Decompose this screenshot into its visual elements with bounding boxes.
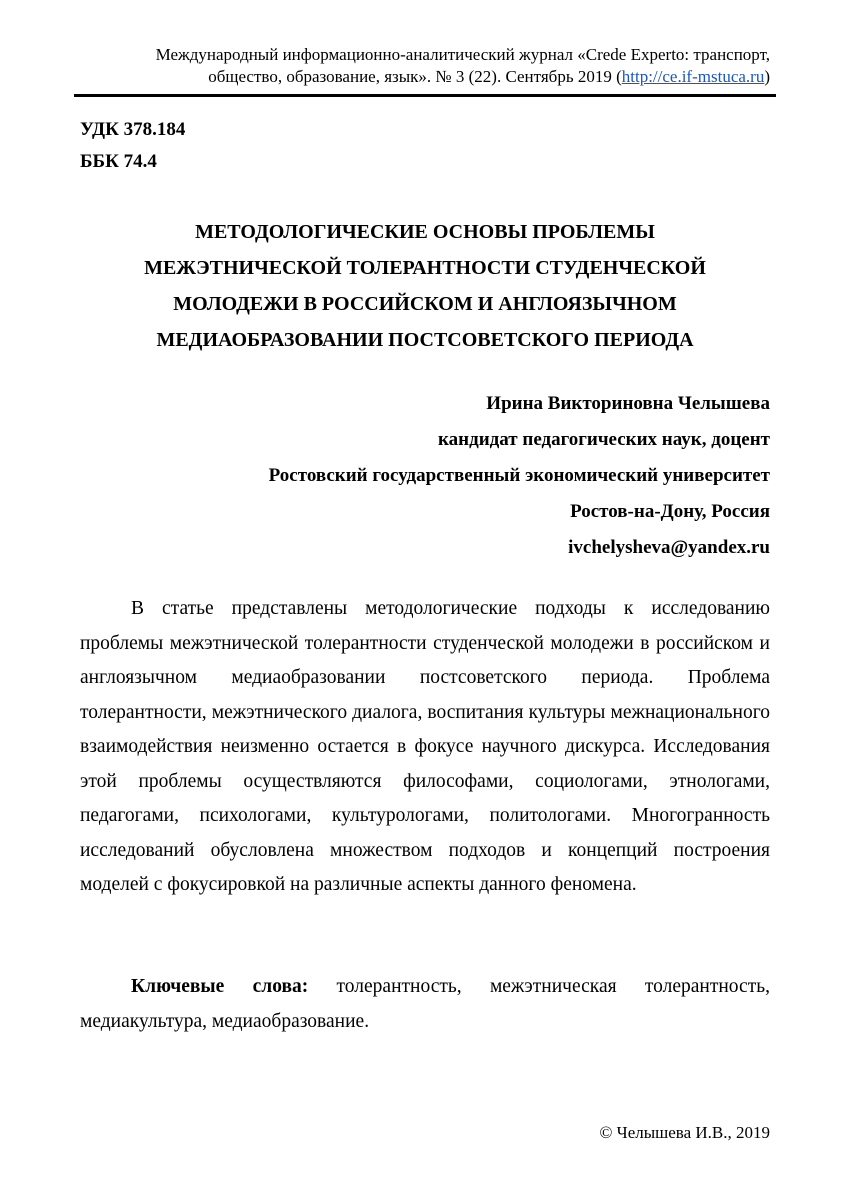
abstract-paragraph: В статье представлены методологические подходы к исследованию проблемы межэтнической толерантности студенческой молодежи в российском и англоязычном медиаобразовании постсоветского периода. Проблема толерантности, межэтнического диалога, воспитания культуры межнационального взаимодействия неизменно остается в фокусе научного дискурса. Исследования этой проблемы осуществляются философами, социологами, этнологами, педагогами, психологами, культурологами, политологами. Многогранность исследований обусловлена множеством подходов и концепций построения моделей с фокусировкой на различные аспекты данного феномена.	[80, 598, 770, 895]
journal-title-line1: Международный информационно-аналитический журнал «Crede Experto: транспорт,	[155, 45, 770, 64]
article-title	[80, 214, 770, 358]
bbk-code: ББК 74.4	[80, 151, 157, 172]
classification-codes	[80, 114, 185, 178]
author-block	[80, 386, 770, 566]
journal-title-line2	[80, 66, 770, 88]
udk-code: УДК 378.184	[80, 119, 186, 140]
journal-line-close: )	[764, 67, 770, 86]
author-email[interactable]: ivchelysheva@yandex.ru	[568, 537, 770, 558]
author-name: Ирина Викториновна Челышева	[486, 393, 770, 414]
title-line-1: МЕТОДОЛОГИЧЕСКИЕ ОСНОВЫ ПРОБЛЕМЫ	[195, 221, 655, 243]
keywords-text: толерантность, межэтническая толерантность, медиакультура, медиаобразование.	[80, 976, 770, 1032]
author-degree: кандидат педагогических наук, доцент	[438, 429, 770, 450]
title-line-2: МЕЖЭТНИЧЕСКОЙ ТОЛЕРАНТНОСТИ СТУДЕНЧЕСКОЙ	[144, 257, 706, 279]
title-line-3: МОЛОДЕЖИ В РОССИЙСКОМ И АНГЛОЯЗЫЧНОМ	[173, 293, 677, 315]
keywords-paragraph	[80, 970, 770, 1039]
journal-website-link[interactable]: http://ce.if-mstuca.ru	[621, 67, 765, 86]
header-divider	[74, 94, 776, 97]
author-location: Ростов-на-Дону, Россия	[570, 501, 770, 522]
author-affiliation: Ростовский государственный экономический университет	[268, 465, 770, 486]
title-line-4: МЕДИАОБРАЗОВАНИИ ПОСТСОВЕТСКОГО ПЕРИОДА	[156, 329, 694, 351]
keywords-label: Ключевые слова:	[131, 976, 309, 997]
journal-issue-info: общество, образование, язык». № 3 (22). Сентябрь 2019 (	[208, 67, 622, 86]
journal-header	[80, 44, 770, 88]
copyright-notice: © Челышева И.В., 2019	[599, 1123, 770, 1142]
